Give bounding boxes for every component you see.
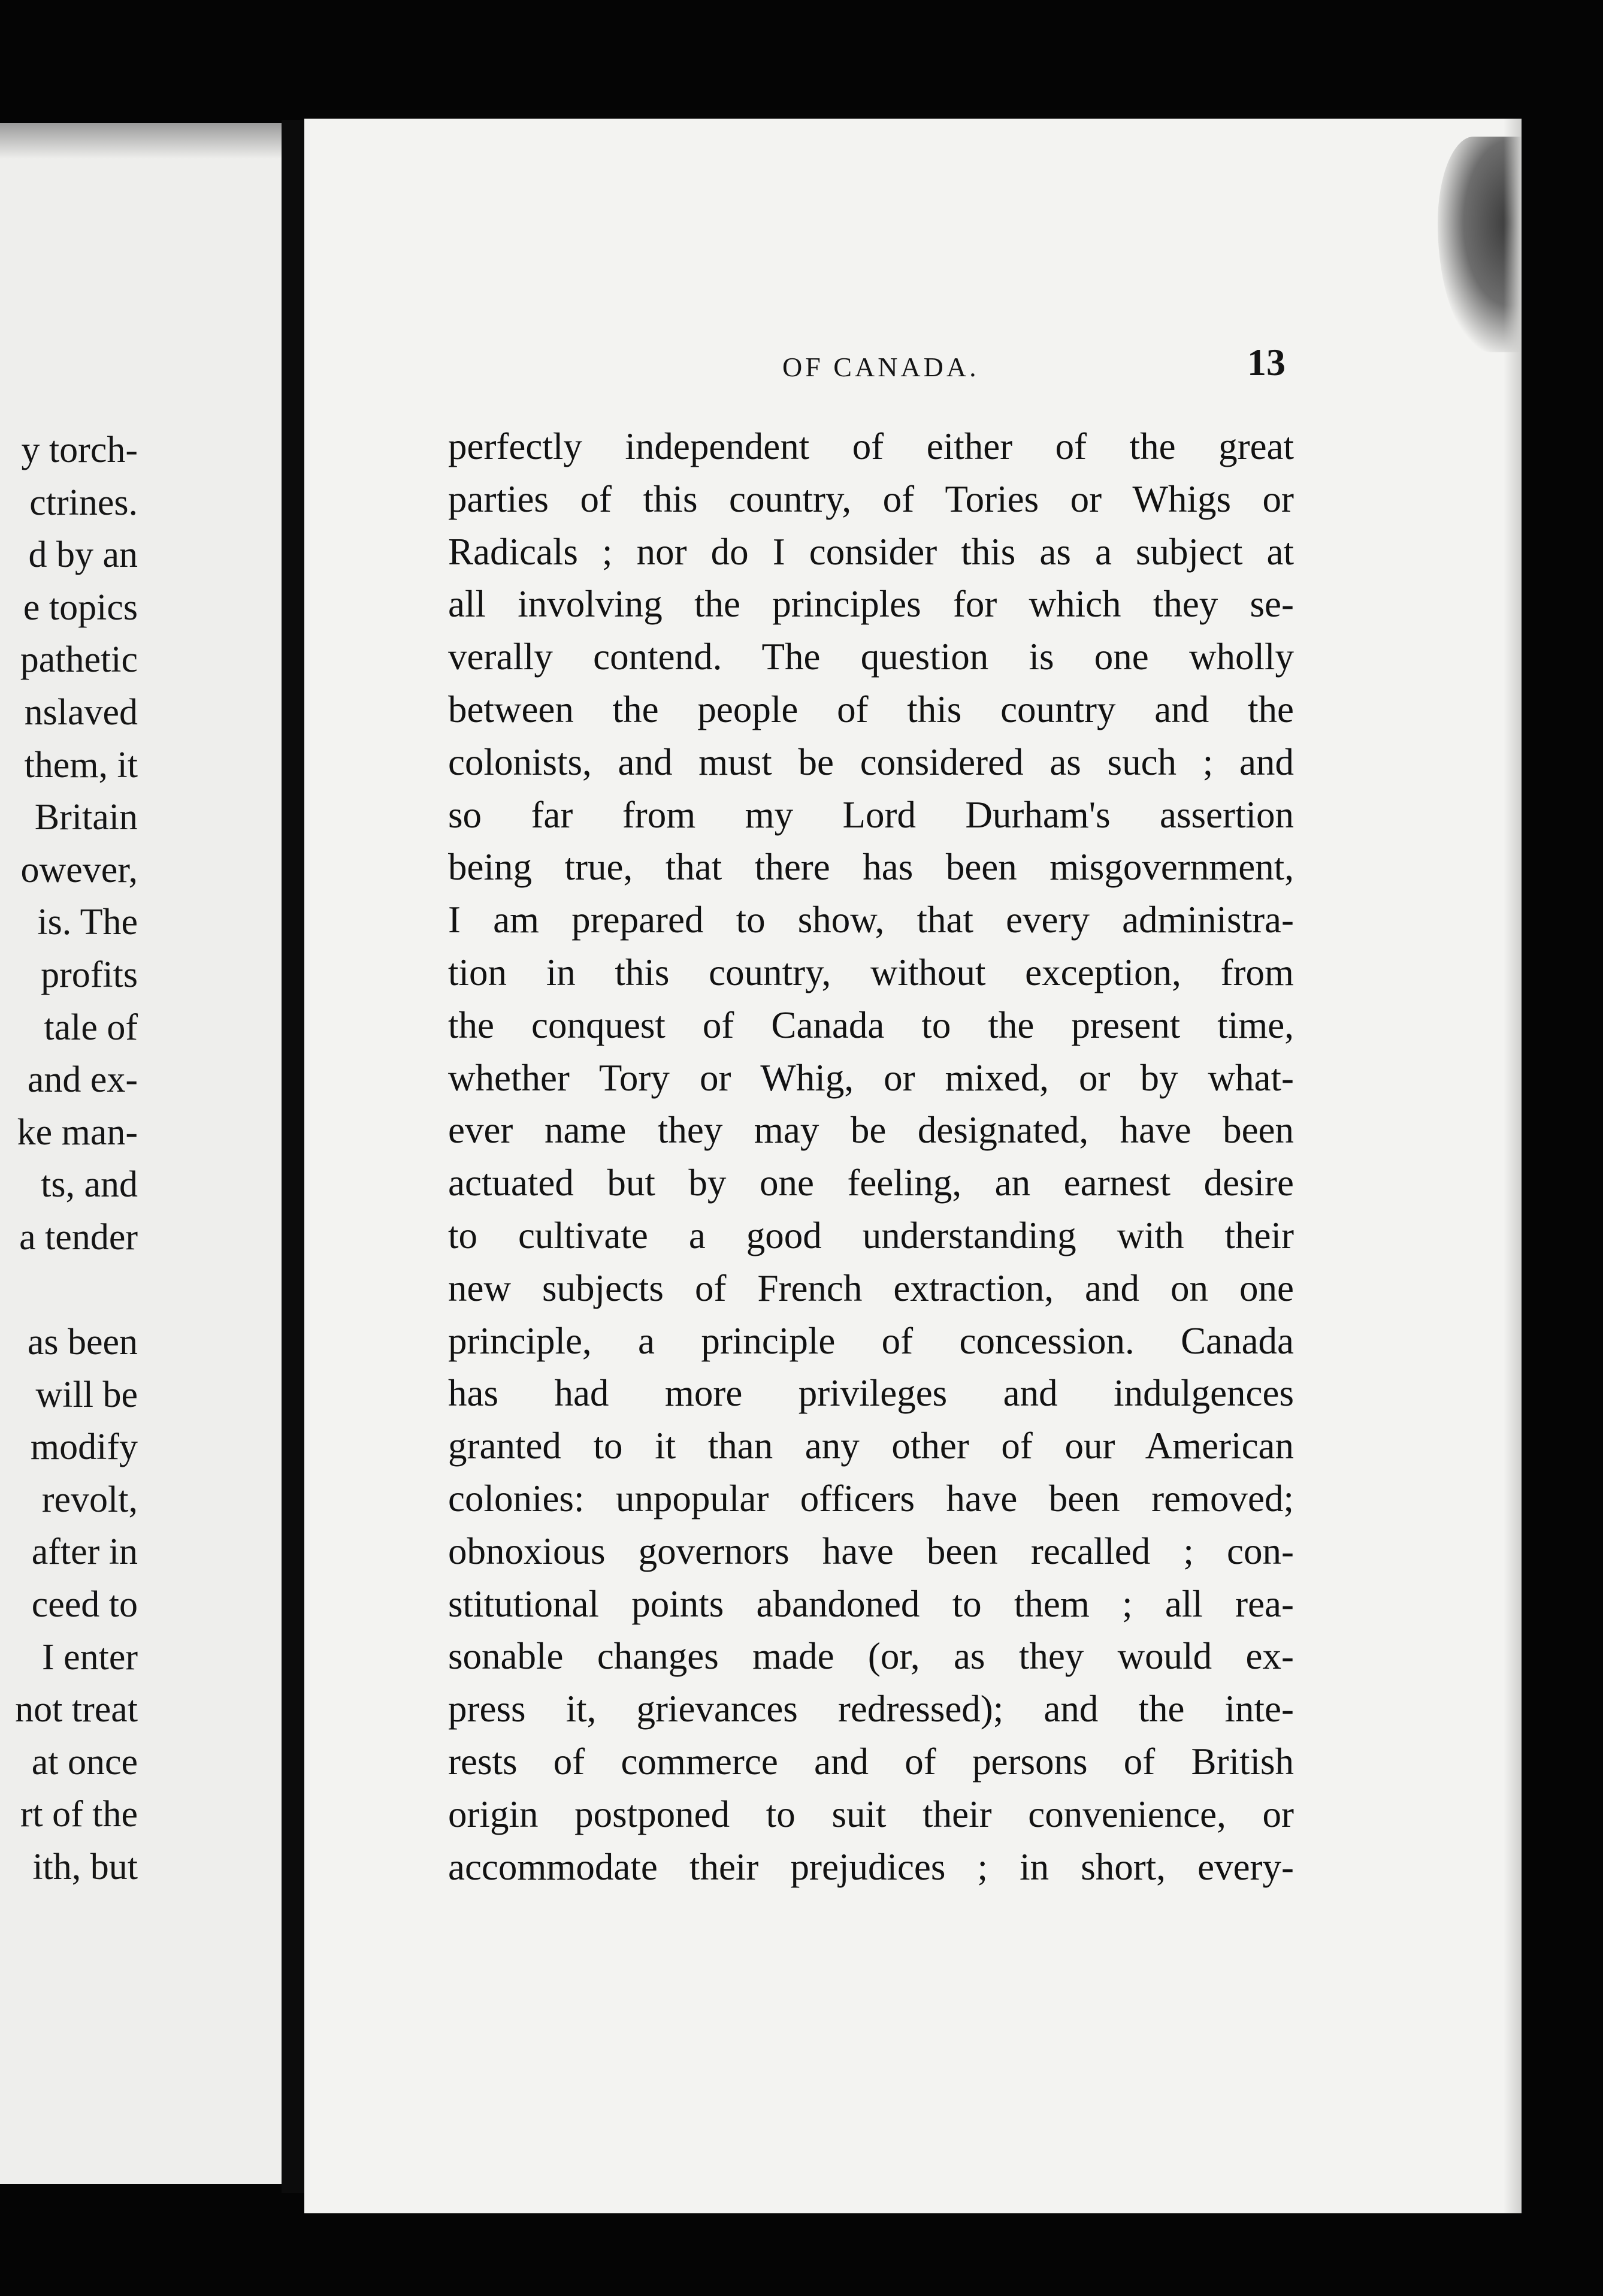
text-line: to cultivate a good understanding with their [448,1214,1294,1256]
text-line: tion in this country, without exception, from [448,951,1294,993]
page-number: 13 [1247,341,1286,383]
text-line: rests of commerce and of persons of British [448,1740,1294,1783]
previous-page-line: nslaved [24,691,138,733]
previous-page-text [0,424,138,1894]
body-text [448,421,1294,1893]
text-line: sonable changes made (or, as they would ex- [448,1635,1294,1678]
previous-page-line: tale of [44,1007,138,1048]
text-line: perfectly independent of either of the great [448,425,1294,467]
previous-page-line: ke man- [17,1111,138,1153]
previous-page-line: is. The [37,902,138,943]
text-line: new subjects of French extraction, and on one [448,1267,1294,1309]
text-line: all involving the principles for which they se- [448,583,1294,626]
text-line: Radicals ; nor do I consider this as a subject at [448,530,1294,573]
previous-page-line: rt of the [20,1794,138,1835]
text-line: colonists, and must be considered as such ; and [448,741,1294,783]
text-line: parties of this country, of Tories or Whigs or [448,478,1294,520]
text-line: verally contend. The question is one wholly [448,636,1294,678]
previous-page-line: ctrines. [29,482,138,523]
previous-page-line: at once [31,1741,138,1783]
previous-page-line: ts, and [41,1164,138,1206]
text-line: whether Tory or Whig, or mixed, or by what- [448,1056,1294,1099]
previous-page-line: a tender [19,1216,138,1258]
book-gutter [282,120,306,2193]
text-line: being true, that there has been misgovernment, [448,846,1294,889]
previous-page-line: d by an [28,534,138,576]
text-line: origin postponed to suit their convenience, or [448,1793,1294,1835]
previous-page-line: pathetic [20,639,138,681]
previous-page-line [0,1264,138,1317]
previous-page-fragment [0,123,282,2184]
text-line: actuated but by one feeling, an earnest desire [448,1162,1294,1204]
page-header [304,341,1522,394]
text-line: has had more privileges and indulgences [448,1372,1294,1415]
text-line: principle, a principle of concession. Canada [448,1319,1294,1362]
text-line: obnoxious governors have been recalled ; con- [448,1530,1294,1572]
previous-page-line: them, it [24,744,138,786]
previous-page-line: modify [30,1427,138,1468]
previous-page-line: I enter [41,1636,138,1678]
previous-page-line: profits [41,954,138,995]
previous-page-line: revolt, [41,1479,138,1520]
text-line: press it, grievances redressed); and the inte- [448,1688,1294,1730]
text-line: granted to it than any other of our American [448,1425,1294,1467]
text-line: the conquest of Canada to the present time, [448,1004,1294,1046]
text-line: stitutional points abandoned to them ; all rea- [448,1582,1294,1625]
text-line: so far from my Lord Durham's assertion [448,793,1294,836]
text-line: colonies: unpopular officers have been removed; [448,1477,1294,1519]
page-shadow [0,123,282,159]
current-page [304,119,1522,2213]
text-line: accommodate their prejudices ; in short, every- [448,1845,1294,1888]
previous-page-line: Britain [34,797,138,838]
previous-page-line: ith, but [32,1847,138,1888]
page-edge [1504,119,1522,2213]
previous-page-line: y torch- [21,430,138,470]
previous-page-line: after in [31,1531,138,1573]
running-title: OF CANADA. [782,352,979,382]
previous-page-line: will be [35,1374,138,1415]
previous-page-line: e topics [23,587,138,628]
previous-page-line: as been [27,1322,138,1363]
text-line: ever name they may be designated, have been [448,1109,1294,1152]
text-line: between the people of this country and the [448,688,1294,730]
previous-page-line: ceed to [31,1584,138,1626]
previous-page-line: owever, [20,849,138,890]
previous-page-line: and ex- [27,1059,138,1101]
text-line: I am prepared to show, that every administra- [448,899,1294,941]
previous-page-line: not treat [15,1689,138,1730]
